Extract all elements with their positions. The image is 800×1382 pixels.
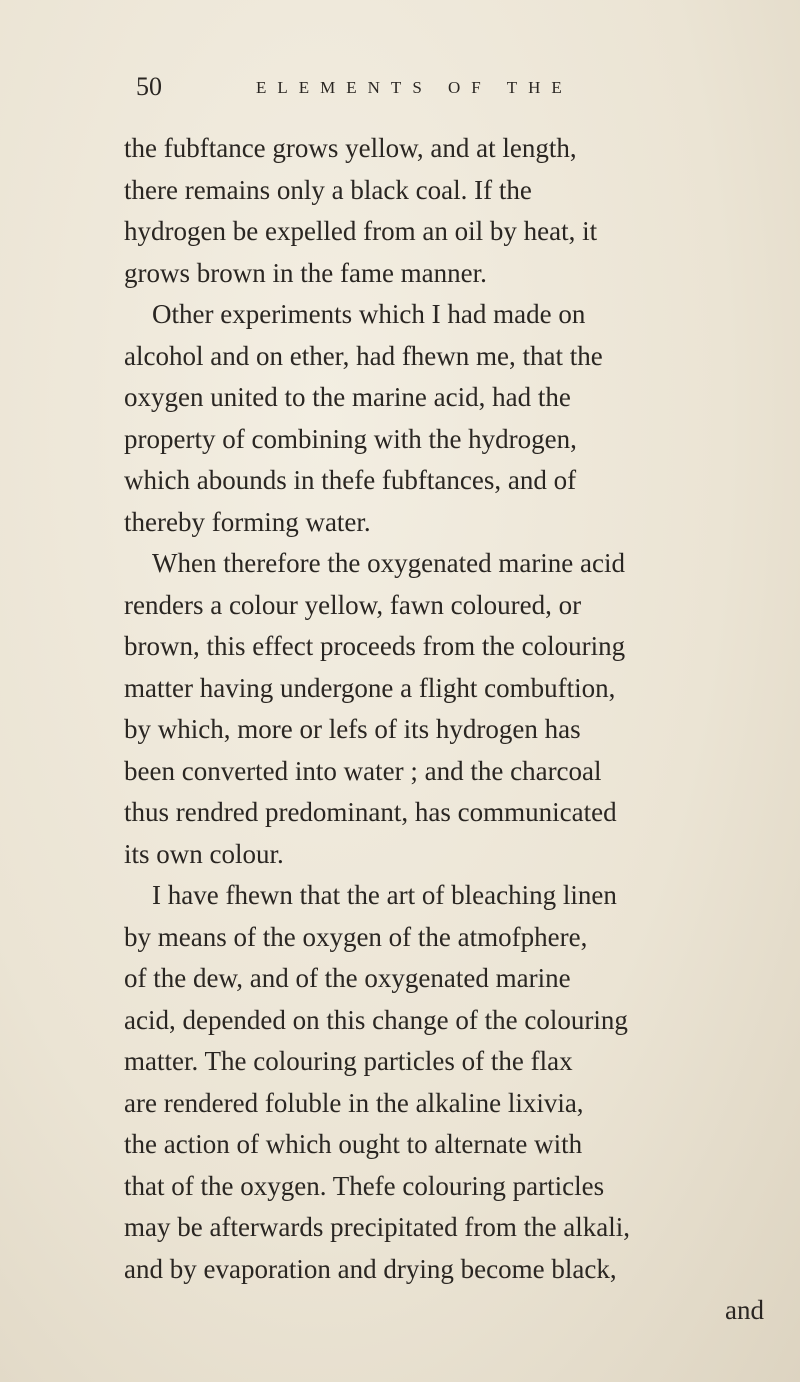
text-line: by means of the oxygen of the atmofphere, [124, 921, 588, 952]
page-header [136, 72, 656, 108]
text-line: Other experiments which I had made on [152, 299, 586, 329]
text-line: of the dew, and of the oxygenated marine [124, 963, 571, 993]
text-line: hydrogen be expelled from an oil by heat, it [124, 216, 598, 246]
text-line: been converted into water ; and the charcoal [124, 755, 602, 786]
running-head: ELEMENTS OF THE [256, 78, 573, 97]
text-line: acid, depended on this change of the colouring [124, 1004, 628, 1035]
text-line: thus rendred predominant, has communicated [124, 797, 617, 827]
text-line: its own colour. [124, 838, 284, 869]
text-line: may be afterwards precipitated from the alkali, [124, 1212, 631, 1242]
text-line: matter. The colouring particles of the flax [124, 1046, 573, 1076]
text-line: the action of which ought to alternate with [124, 1129, 583, 1159]
text-line: oxygen united to the marine acid, had the [124, 382, 571, 412]
text-line: property of combining with the hydrogen, [124, 423, 577, 454]
text-line: brown, this effect proceeds from the colouring [124, 631, 626, 661]
text-line: that of the oxygen. Thefe colouring particles [124, 1170, 605, 1201]
text-line: and by evaporation and drying become black, [124, 1253, 617, 1284]
text-line: matter having undergone a flight combuftion, [124, 672, 616, 703]
text-line: are rendered foluble in the alkaline lixivia, [124, 1087, 584, 1118]
text-line: the fubftance grows yellow, and at length, [124, 133, 577, 163]
text-line: alcohol and on ether, had fhewn me, that the [124, 340, 603, 371]
text-line: thereby forming water. [124, 506, 371, 537]
text-line: renders a colour yellow, fawn coloured, or [124, 589, 582, 620]
text-line: there remains only a black coal. If the [124, 174, 532, 205]
text-line: I have fhewn that the art of bleaching linen [152, 880, 617, 910]
body-text [124, 128, 792, 1332]
catchword: and [725, 1295, 764, 1325]
text-line: by which, more or lefs of its hydrogen has [124, 714, 581, 744]
page-number: 50 [136, 72, 162, 101]
text-line: which abounds in thefe fubftances, and of [124, 465, 577, 495]
text-line: When therefore the oxygenated marine acid [152, 548, 626, 578]
text-line: grows brown in the fame manner. [124, 257, 487, 288]
